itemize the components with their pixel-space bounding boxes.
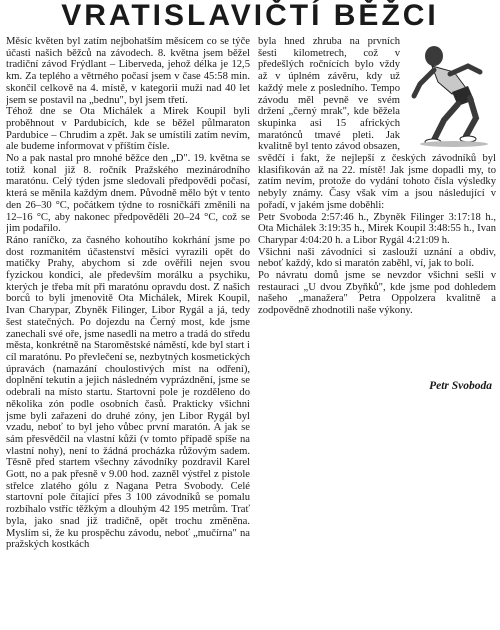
runner-icon: [404, 36, 496, 148]
left-column: [6, 36, 250, 630]
right-column: [258, 36, 496, 376]
paragraph: byla hned zhruba na prvních šesti kilometrech, což v předešlých ročnících bylo vždy až v úplném závěru, kdy už každý mele z posledního. Tempo závodu měl pevně ve svém držení „černý mrak", kde běžela skupinka asi 15 afrických maratónců tmavé pleti. Jak kvalitně byl tento závod obsazen, svědčí i fakt, že nejlepší z českých závodníků byl klasifikován až na 22. místě! Jak jsme dopadli my, to zatím nevím, protože do vydání tohoto čísla výsledky nebyly známy. Časy však vím a jsou následující v pořadí, v jakém jsme doběhli:: [258, 36, 496, 211]
paragraph: Po návratu domů jsme se nevzdor všichni sešli v restauraci „U dvou Zbyňků", kde jsme pod dohledem našeho „manažera" Petra Oppolzera kvalitně a zodpovědně zhodnotili naše výkony.: [258, 270, 496, 317]
article-title: VRATISLAVIČTÍ BĚŽCI: [61, 0, 439, 32]
paragraph: No a pak nastal pro mnohé běžce den „D". 19. května se totiž konal již 8. ročník Pražského mezinárodního maratónu. Celý týden jsme sledovali předpovědi počasí, která se měnila každým dnem. Původně mělo být v tento den 26–30 °C, počátkem týdne to rosničkáři změnili na 12–16 °C, aby nakonec předpověděli 20–24 °C, což se jim podařilo.: [6, 153, 250, 235]
paragraph: Všichni naši závodníci si zaslouží uznání a obdiv, neboť každý, kdo si maratón zaběhl, ví, jak to bolí.: [258, 246, 496, 270]
paragraph: Měsíc květen byl zatím nejbohatším měsícem co se týče účasti našich běžců na závodech. 8. května jsem běžel tradiční závod Frýdlant – Liberveda, jehož délka je 12,5 km. Za teplého a větrného počasí jsem v čase 45:58 min. skončil celkově na 4. místě, v kategorii muži nad 40 let jsem se postavil na „bednu", byl jsem třetí.: [6, 36, 250, 106]
paragraph: Téhož dne se Ota Michálek a Mirek Koupil byli proběhnout v Pardubicích, kde se běžel půlmaraton Pardubice – Chrudim a zpět. Jak se umístili zatím nevím, ale budeme informovat v příštím čísle.: [6, 106, 250, 153]
author-signature: Petr Svoboda: [429, 380, 492, 392]
runner-illustration: [404, 36, 496, 148]
results-paragraph: Petr Svoboda 2:57:46 h., Zbyněk Filinger 3:17:18 h., Ota Michálek 3:19:35 h., Mirek Koupil 3:48:55 h., Ivan Charypar 4:04:20 h. a Libor Rygál 4:21:09 h.: [258, 211, 496, 246]
paragraph: Ráno raníčko, za časného kohoutího kokrhání jsme po dost rozmanitém účastenství měsíci vyrazili opět do matičky Prahy, abychom si zde ověřili nejen svou fyzickou kondici, ale především morálku a psychiku, kterých je třeba mít při maratónu opravdu dost. Z našich borců to byli jmenovitě Ota Michálek, Mirek Koupil, Ivan Charypar, Zbyněk Filinger, Libor Rygál a já, tedy šest statečných. Po dojezdu na Černý most, kde jsme zanechali své oře, jsme nasedli na metro a tradá do středu města, konkrétně na Staroměstské náměstí, kde byl start i cíl maratónu. Po převlečení se, nezbytných kosmetických úpravách (namazání choulostivých míst na odření), doplnění tekutin a jejich následném vyprázdnění, jsme se odebrali na místo startu. Startovní pole je rozděleno do několika zón podle osobních časů. Prakticky všichni jsme byli zařazeni do druhé zóny, jen Libor Rygál byl vzadu, neboť to byl jeho vůbec první maratón. A jak se sám přesvědčil na vlastní kůži (v tomto případě spíše na vlastní nohy), není to žádná procházka růžovým sadem. Těsně před startem všechny závodníky pozdravil Karel Gott, no a pak přesně v 9.00 hod. zazněl výstřel z pistole střelce zlatého gólu z Nagana Petra Svobody. Celé startovní pole čítající přes 3 100 závodníků se pomalu rozbíhalo vstříc těžkým a dlouhým 42 195 metrům. Trať byla, jako snad již tradičně, opět trochu změněna. Myslím si, že ku prospěchu závodu, neboť „mučírna" na pražských kostkách: [6, 234, 250, 551]
